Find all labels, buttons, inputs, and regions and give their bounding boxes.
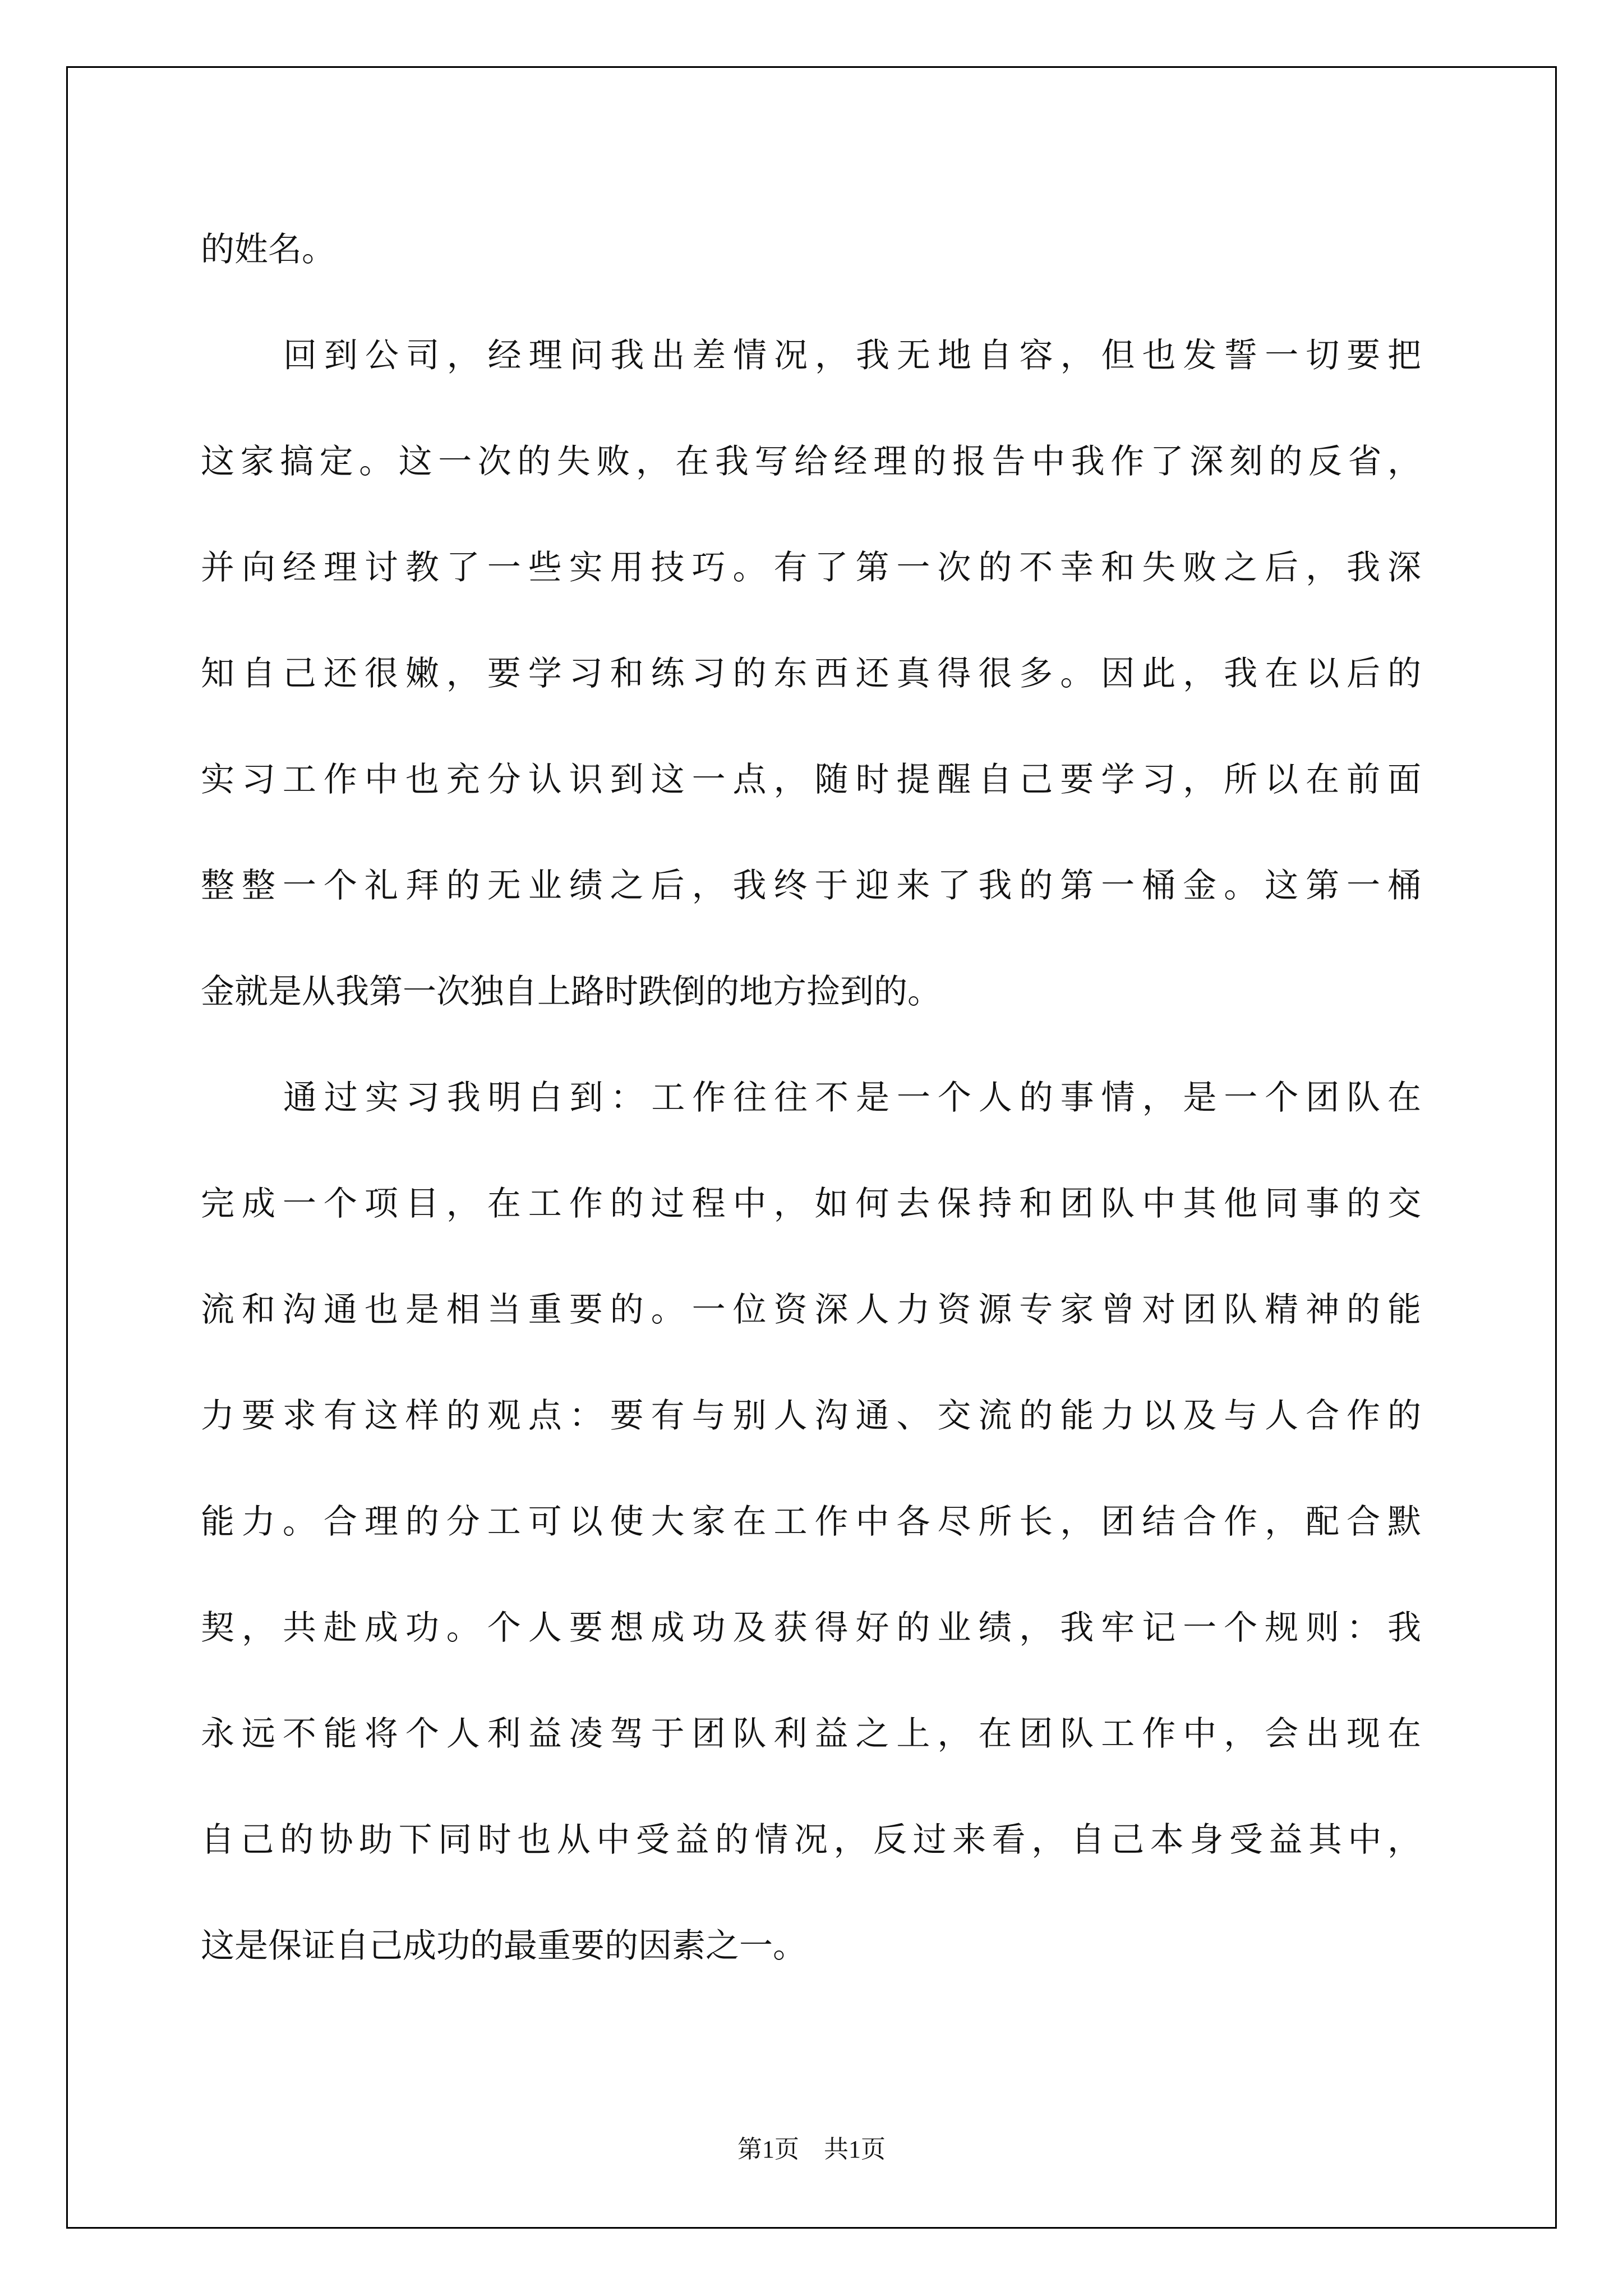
text-line: 整整一个礼拜的无业绩之后，我终于迎来了我的第一桶金。这第一桶 bbox=[201, 866, 1421, 905]
text-line: 实习工作中也充分认识到这一点，随时提醒自己要学习，所以在前面 bbox=[201, 760, 1421, 799]
text-line: 契，共赴成功。个人要想成功及获得好的业绩，我牢记一个规则：我 bbox=[201, 1608, 1421, 1648]
text-line: 自己的协助下同时也从中受益的情况，反过来看，自己本身受益其中， bbox=[201, 1820, 1421, 1860]
text-line: 这家搞定。这一次的失败，在我写给经理的报告中我作了深刻的反省， bbox=[201, 442, 1421, 481]
document-body bbox=[201, 213, 1421, 2016]
text-line: 永远不能将个人利益凌驾于团队利益之上，在团队工作中，会出现在 bbox=[201, 1714, 1421, 1754]
text-line: 能力。合理的分工可以使大家在工作中各尽所长，团结合作，配合默 bbox=[201, 1502, 1421, 1542]
text-line: 力要求有这样的观点：要有与别人沟通、交流的能力以及与人合作的 bbox=[201, 1396, 1421, 1435]
text-line: 并向经理讨教了一些实用技巧。有了第一次的不幸和失败之后，我深 bbox=[201, 548, 1421, 587]
text-line: 回到公司，经理问我出差情况，我无地自容，但也发誓一切要把 bbox=[283, 336, 1421, 375]
text-line: 流和沟通也是相当重要的。一位资深人力资源专家曾对团队精神的能 bbox=[201, 1290, 1421, 1329]
text-line: 通过实习我明白到：工作往往不是一个人的事情，是一个团队在 bbox=[283, 1078, 1421, 1117]
text-line: 完成一个项目，在工作的过程中，如何去保持和团队中其他同事的交 bbox=[201, 1184, 1421, 1223]
text-line: 金就是从我第一次独自上路时跌倒的地方捡到的。 bbox=[201, 972, 941, 1011]
text-line: 这是保证自己成功的最重要的因素之一。 bbox=[201, 1926, 806, 1966]
text-line: 的姓名。 bbox=[201, 230, 335, 269]
text-line: 知自己还很嫩，要学习和练习的东西还真得很多。因此，我在以后的 bbox=[201, 654, 1421, 693]
page-number-footer: 第1页 共1页 bbox=[737, 2136, 886, 2163]
